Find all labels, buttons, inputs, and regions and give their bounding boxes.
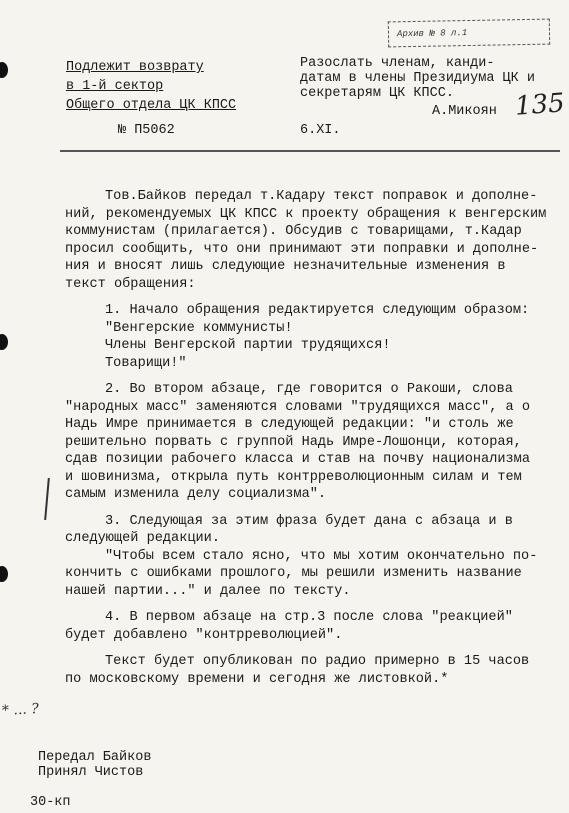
body-line: ний, рекомендуемых ЦК КПСС к проекту обращения к венгерским: [65, 206, 547, 222]
paragraph-item-1: [65, 302, 535, 372]
body-line: самым изменила делу социализма".: [65, 487, 327, 502]
body-line: кончить с ошибками прошлого, мы решили изменить название: [65, 566, 522, 581]
header-divider: [60, 150, 560, 152]
body-line: Тов.Байков передал т.Кадару текст поправок и дополне-: [105, 189, 538, 204]
body-line: коммунистам (прилагается). Обсудив с товарищами, т.Кадар: [65, 224, 522, 239]
body-line: 3. Следующая за этим фраза будет дана с абзаца и в: [105, 513, 513, 529]
body-line: Товарищи!": [105, 355, 187, 371]
paragraph-item-4: [65, 609, 535, 644]
body-line: Надь Имре принимается в следующей редакции: "и столь же: [65, 417, 514, 432]
paragraph-item-3: [65, 513, 538, 601]
resolution-line: Разослать членам, канди-: [300, 56, 495, 71]
paragraph-publication: [65, 653, 535, 688]
punch-hole: [0, 334, 8, 350]
body-line: "Венгерские коммунисты!: [105, 320, 293, 336]
paragraph-intro: [65, 188, 547, 293]
body-line: решительно порвать с группой Надь Имре-Лошонци, которая,: [65, 434, 522, 450]
archive-stamp: Архив № 8 л.1: [388, 19, 550, 48]
distribution-resolution: [300, 56, 550, 101]
body-line: сдав позиции рабочего класса и став на почву национализма: [65, 452, 530, 467]
punch-hole: [0, 62, 8, 78]
margin-mark: [44, 478, 50, 520]
sent-by: Передал Байков: [38, 750, 152, 765]
return-notice-line: Подлежит возврату: [66, 60, 204, 75]
received-by: Принял Чистов: [38, 765, 144, 780]
body-line: ния и вносят лишь следующие незначительные изменения в: [65, 259, 506, 274]
copy-code: 30-кп: [30, 795, 71, 810]
document-number: № П5062: [118, 123, 175, 138]
body-line: "Чтобы всем стало ясно, что мы хотим окончательно по-: [105, 548, 538, 564]
return-notice: [66, 58, 266, 115]
body-line: Члены Венгерской партии трудящихся!: [105, 338, 391, 353]
body-line: просил сообщить, что они принимают эти поправки и дополне-: [65, 241, 539, 257]
body-line: "народных масс" заменяются словами "трудящихся масс", а о: [65, 399, 530, 415]
message-body: [65, 188, 547, 688]
body-line: по московскому времени и сегодня же листовкой.*: [65, 671, 449, 687]
body-line: 1. Начало обращения редактируется следующим образом:: [105, 303, 530, 318]
body-line: 2. Во втором абзаце, где говорится о Ракоши, слова: [105, 382, 513, 397]
return-notice-line: Общего отдела ЦК КПСС: [66, 98, 237, 113]
transmission-record: [38, 750, 151, 780]
return-notice-line: в 1-й сектор: [66, 79, 164, 94]
body-line: будет добавлено "контрреволюцией".: [65, 627, 343, 643]
handwritten-page-number: 135: [514, 88, 566, 122]
body-line: Текст будет опубликован по радио примерно в 15 часов: [105, 654, 530, 669]
paragraph-item-2: [65, 381, 535, 504]
resolution-line: секретарям ЦК КПСС.: [300, 86, 454, 101]
body-line: текст обращения:: [65, 276, 196, 292]
resolution-line: датам в члены Президиума ЦК и: [300, 71, 535, 86]
document-date: 6.XI.: [300, 123, 341, 138]
handwritten-margin-note: * ... ?: [1, 701, 40, 719]
punch-hole: [0, 566, 8, 582]
body-line: 4. В первом абзаце на стр.3 после слова "реакцией": [105, 610, 513, 625]
body-line: и шовинизма, открыла путь контрреволюционным силам и тем: [65, 469, 522, 485]
resolution-signer: А.Микоян: [432, 104, 497, 119]
body-line: следующей редакции.: [65, 531, 220, 546]
body-line: нашей партии..." и далее по тексту.: [65, 583, 351, 599]
